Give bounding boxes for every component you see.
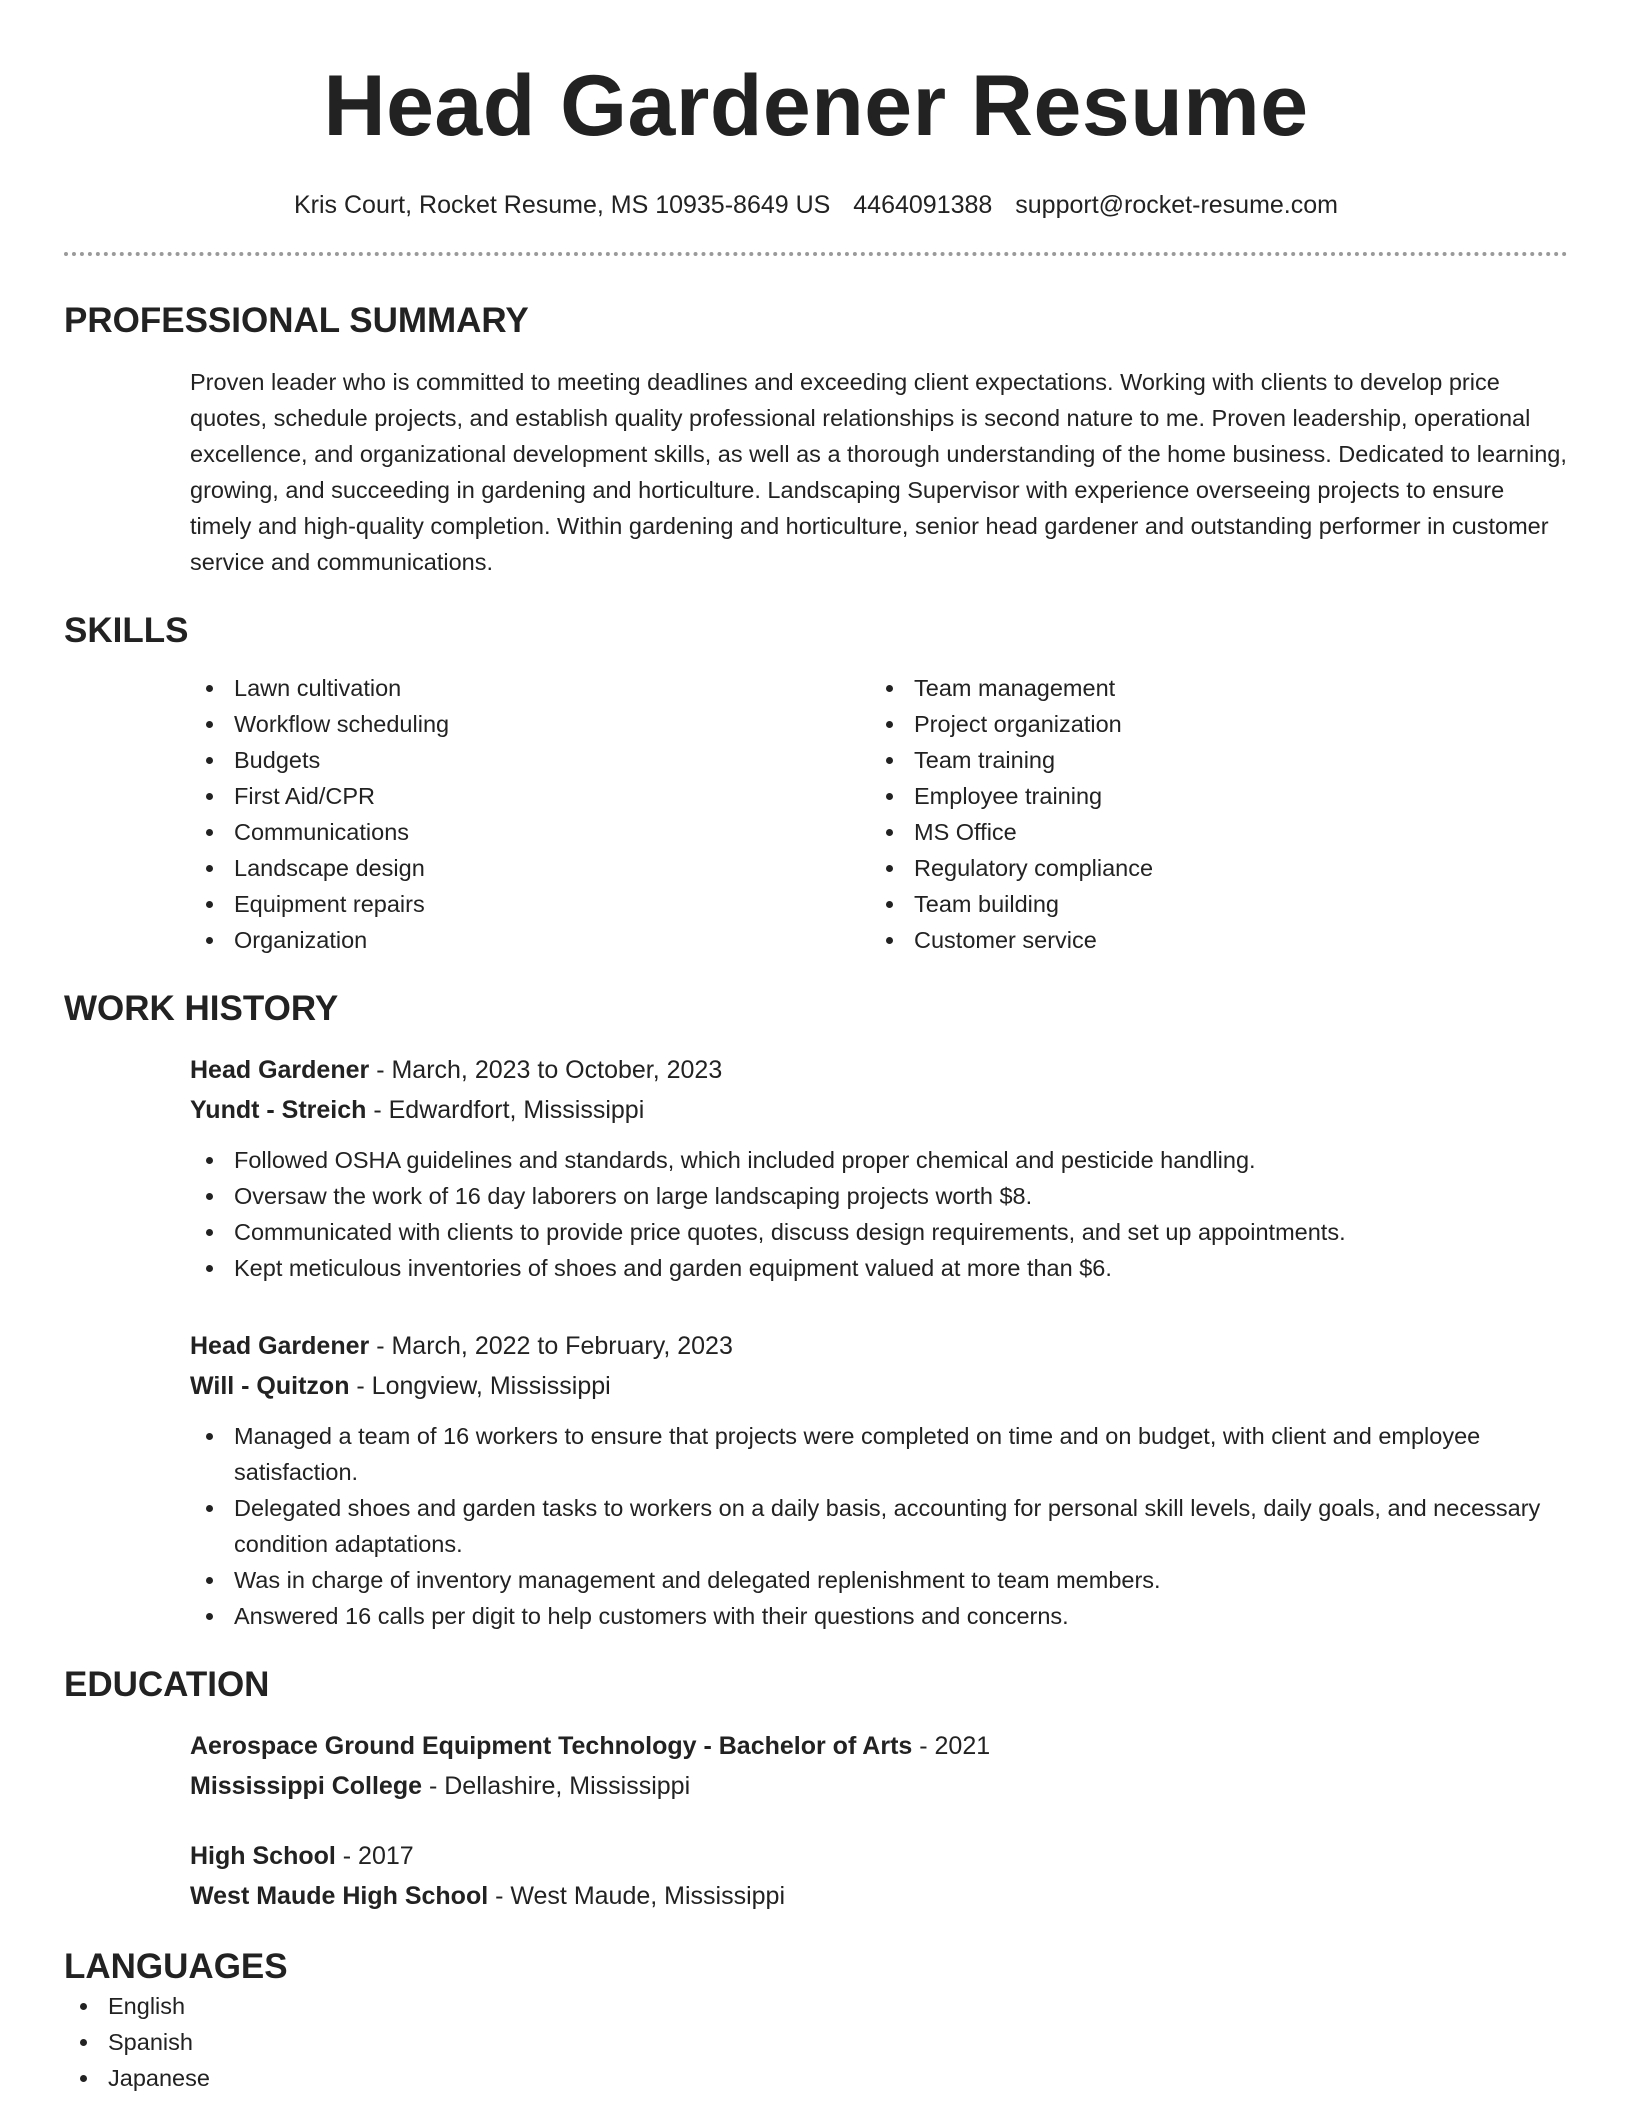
list-item: Communications bbox=[190, 814, 870, 850]
skills-list-right bbox=[870, 670, 1550, 958]
job-entry bbox=[190, 1326, 1568, 1634]
languages-section bbox=[64, 1946, 1568, 2096]
job-location: - Longview, Mississippi bbox=[349, 1372, 611, 1400]
section-title-work: WORK HISTORY bbox=[64, 989, 339, 1028]
skills-list-left bbox=[190, 670, 870, 958]
job-company: Will - Quitzon bbox=[190, 1372, 350, 1400]
section-title-skills: SKILLS bbox=[64, 611, 189, 650]
education-section bbox=[64, 1664, 1568, 1916]
section-title-languages: LANGUAGES bbox=[64, 1947, 288, 1986]
list-item: Customer service bbox=[870, 922, 1550, 958]
list-item: Oversaw the work of 16 day laborers on large landscaping projects worth $8. bbox=[190, 1178, 1568, 1214]
list-item: Was in charge of inventory management and delegated replenishment to team members. bbox=[190, 1562, 1568, 1598]
list-item: Lawn cultivation bbox=[190, 670, 870, 706]
list-item: Landscape design bbox=[190, 850, 870, 886]
list-item: Workflow scheduling bbox=[190, 706, 870, 742]
contact-phone: 4464091388 bbox=[853, 191, 993, 219]
education-degree-line bbox=[190, 1836, 1568, 1876]
education-degree: Aerospace Ground Equipment Technology - Bachelor of Arts bbox=[190, 1732, 913, 1760]
list-item: Organization bbox=[190, 922, 870, 958]
list-item: Answered 16 calls per digit to help customers with their questions and concerns. bbox=[190, 1598, 1568, 1634]
education-school: Mississippi College bbox=[190, 1772, 423, 1800]
resume-header bbox=[64, 0, 1568, 256]
list-item: Team training bbox=[870, 742, 1550, 778]
summary-section bbox=[64, 300, 1568, 580]
list-item: Japanese bbox=[64, 2060, 1568, 2096]
list-item: Team building bbox=[870, 886, 1550, 922]
contact-line bbox=[64, 188, 1568, 222]
work-history-section bbox=[64, 988, 1568, 1634]
education-school: West Maude High School bbox=[190, 1882, 489, 1910]
list-item: Kept meticulous inventories of shoes and garden equipment valued at more than $6. bbox=[190, 1250, 1568, 1286]
list-item: Regulatory compliance bbox=[870, 850, 1550, 886]
job-dates: - March, 2022 to February, 2023 bbox=[369, 1332, 733, 1360]
list-item: Communicated with clients to provide price quotes, discuss design requirements, and set up appointments. bbox=[190, 1214, 1568, 1250]
page-title: Head Gardener Resume bbox=[323, 58, 1309, 154]
job-company-line bbox=[190, 1366, 1568, 1406]
education-entry bbox=[190, 1726, 1568, 1806]
contact-email: support@rocket-resume.com bbox=[1015, 191, 1338, 219]
list-item: Budgets bbox=[190, 742, 870, 778]
education-school-line bbox=[190, 1876, 1568, 1916]
list-item: Followed OSHA guidelines and standards, which included proper chemical and pesticide handling. bbox=[190, 1142, 1568, 1178]
job-role: Head Gardener bbox=[190, 1332, 370, 1360]
education-degree: High School bbox=[190, 1842, 336, 1870]
job-title-line bbox=[190, 1050, 1568, 1090]
list-item: Project organization bbox=[870, 706, 1550, 742]
job-bullets bbox=[190, 1142, 1568, 1286]
job-dates: - March, 2023 to October, 2023 bbox=[369, 1056, 723, 1084]
list-item: Equipment repairs bbox=[190, 886, 870, 922]
header-divider bbox=[64, 252, 1568, 256]
list-item: Employee training bbox=[870, 778, 1550, 814]
education-degree-line bbox=[190, 1726, 1568, 1766]
list-item: Managed a team of 16 workers to ensure that projects were completed on time and on budget, with client and employee satisfaction. bbox=[190, 1418, 1568, 1490]
job-company: Yundt - Streich bbox=[190, 1096, 367, 1124]
education-year: - 2017 bbox=[335, 1842, 414, 1870]
list-item: MS Office bbox=[870, 814, 1550, 850]
list-item: Spanish bbox=[64, 2024, 1568, 2060]
job-company-line bbox=[190, 1090, 1568, 1130]
education-location: - West Maude, Mississippi bbox=[488, 1882, 786, 1910]
languages-list bbox=[64, 1988, 1568, 2096]
skills-section bbox=[64, 610, 1568, 958]
job-title-line bbox=[190, 1326, 1568, 1366]
education-entry bbox=[190, 1836, 1568, 1916]
list-item: First Aid/CPR bbox=[190, 778, 870, 814]
skills-grid bbox=[190, 670, 1568, 958]
section-title-education: EDUCATION bbox=[64, 1665, 270, 1704]
list-item: English bbox=[64, 1988, 1568, 2024]
contact-address: Kris Court, Rocket Resume, MS 10935-8649 US bbox=[293, 191, 831, 219]
job-location: - Edwardfort, Mississippi bbox=[366, 1096, 645, 1124]
education-location: - Dellashire, Mississippi bbox=[422, 1772, 691, 1800]
list-item: Team management bbox=[870, 670, 1550, 706]
list-item: Delegated shoes and garden tasks to workers on a daily basis, accounting for personal skill levels, daily goals, and necessary condition adaptations. bbox=[190, 1490, 1568, 1562]
education-school-line bbox=[190, 1766, 1568, 1806]
education-year: - 2021 bbox=[912, 1732, 991, 1760]
section-title-summary: PROFESSIONAL SUMMARY bbox=[64, 301, 529, 340]
job-entry bbox=[190, 1050, 1568, 1286]
summary-text: Proven leader who is committed to meeting deadlines and exceeding client expectations. Working with clients to develop price quotes, schedule projects, and establish quality professional relationships is second nature to me. Proven leadership, operational excellence, and organizational development skills, as well as a thorough understanding of the home business. Dedicated to learning, growing, and succeeding in gardening and horticulture. Landscaping Supervisor with experience overseeing projects to ensure timely and high-quality completion. Within gardening and horticulture, senior head gardener and outstanding performer in customer service and communications. bbox=[190, 369, 1567, 575]
job-role: Head Gardener bbox=[190, 1056, 370, 1084]
job-bullets bbox=[190, 1418, 1568, 1634]
